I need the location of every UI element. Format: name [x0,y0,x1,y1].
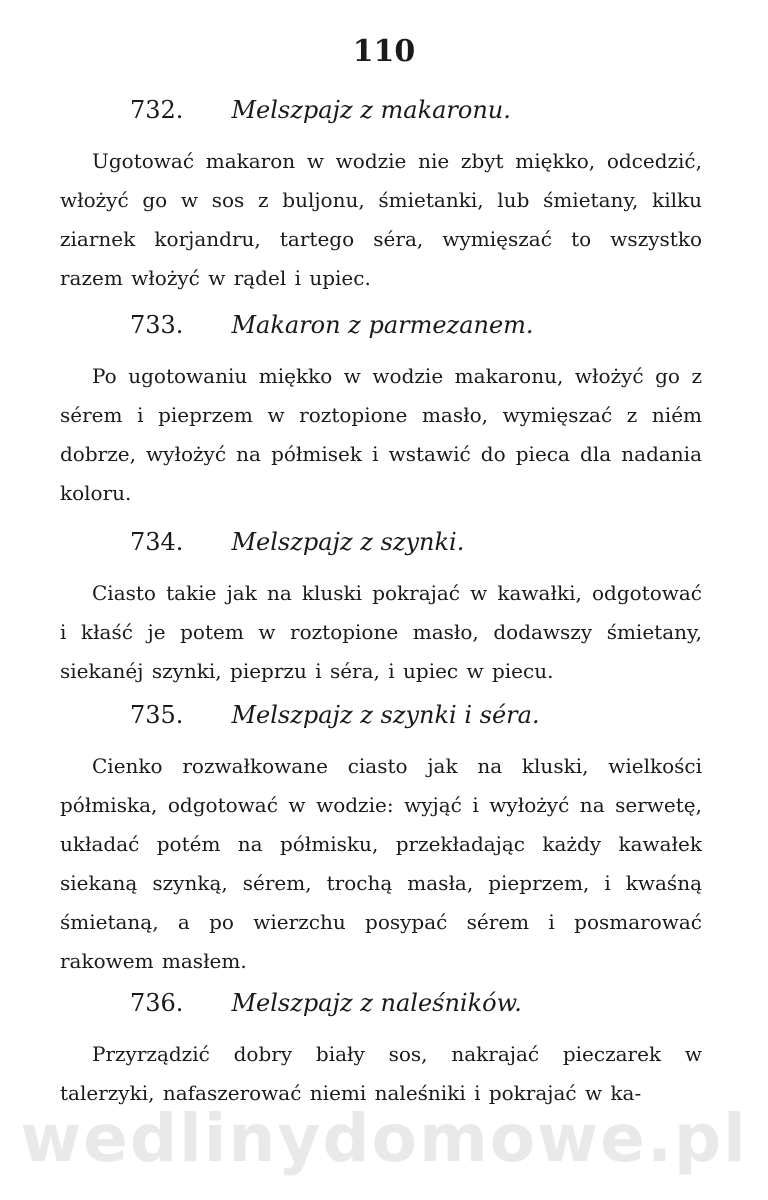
recipe-title: Makaron z parmezanem. [231,311,534,339]
recipe-text: Ciasto takie jak na kluski pokrajać w kawałki, odgotować i kłaść je potem w roztopione masło, dodawszy śmietany, siekanéj szynki, pieprzu i séra, i upiec w piecu. [60,581,702,683]
recipe-text: Przyrządzić dobry biały sos, nakrajać pieczarek w talerzyki, nafaszerować niemi naleśniki i pokrajać w ka- [60,1042,702,1105]
recipe-text: Ugotować makaron w wodzie nie zbyt miękko, odcedzić, włożyć go w sos z buljonu, śmietanki, lub śmietany, kilku ziarnek korjandru, tartego séra, wymięszać to wszystko razem włożyć w rądel i upiec. [60,149,702,290]
recipe-733 [60,305,702,513]
recipe-heading [60,90,702,130]
recipe-text: Po ugotowaniu miękko w wodzie makaronu, włożyć go z sérem i pieprzem w roztopione masło, wymięszać z niém dobrze, wyłożyć na półmisek i wstawić do pieca dla nadania koloru. [60,364,702,505]
recipe-title: Melszpajz z makaronu. [231,96,511,124]
recipe-number: 734. [130,528,184,556]
page-number: 110 [352,34,416,69]
recipe-number: 733. [130,311,184,339]
recipe-number: 736. [130,989,184,1017]
recipe-736 [60,983,702,1113]
recipe-title: Melszpajz z szynki i séra. [231,701,540,729]
recipe-title: Melszpajz z naleśników. [231,989,522,1017]
recipe-734 [60,522,702,691]
recipe-heading [60,522,702,562]
recipe-heading [60,305,702,345]
recipe-number: 732. [130,96,184,124]
recipe-text: Cienko rozwałkowane ciasto jak na kluski, wielkości półmiska, odgotować w wodzie: wyjąć i wyłożyć na serwetę, układać potém na półmisku, przekładając każdy kawałek siekaną szynką, sérem, trochą masła, pieprzem, i kwaśną śmietaną, a po wierzchu posypać sérem i posmarować rakowem masłem. [60,754,702,973]
recipe-heading [60,983,702,1023]
recipe-title: Melszpajz z szynki. [231,528,465,556]
recipe-735 [60,695,702,981]
recipe-heading [60,695,702,735]
watermark: wedlinydomowe.pl [20,1100,748,1177]
recipe-number: 735. [130,701,184,729]
recipe-732 [60,90,702,298]
